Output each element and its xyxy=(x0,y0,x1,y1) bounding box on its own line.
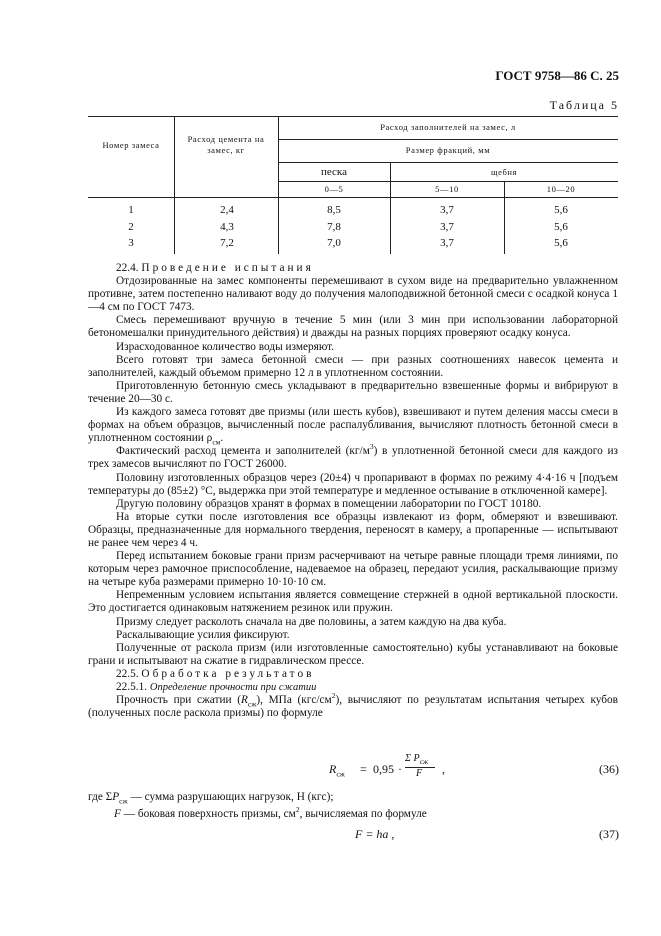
paragraph: На вторые сутки после изготовления все образцы извлекают из форм, обмеряют и взвешивают. Образцы, предназначенные для нормального твердения, переносят в камеру, а пропаренные — испытывают не ранее чем через 4 ч. xyxy=(88,510,618,549)
table-cell: 2,4 xyxy=(220,204,234,216)
body-text xyxy=(88,262,618,720)
table-cell: 7,0 xyxy=(327,237,341,249)
table-cell: 5,6 xyxy=(554,204,568,216)
running-header: ГОСТ 9758—86 С. 25 xyxy=(495,68,619,83)
paragraph: Всего готовят три замеса бетонной смеси — при разных соотношениях навесок цемента и заполнителей, каждый объемом примерно 12 л в уплотненном состоянии. xyxy=(88,353,618,379)
paragraph: Перед испытанием боковые грани призм расчерчивают на четыре равные площади тремя линиями, по которым через рамочное приспособление, надеваемое на образец, передают усилия, раскалывающие призму на четыре куба размерами примерно 10·10·10 см. xyxy=(88,550,618,589)
where-clause-2: F — боковая поверхность призмы, $см^2$, вычисляемая по формуле xyxy=(114,805,427,820)
table-caption: Таблица 5 xyxy=(549,98,619,112)
header-fraction-5-10: 5—10 xyxy=(435,184,459,194)
paragraph: Полученные от раскола призм (или изготовленные самостоятельно) кубы устанавливают на боковые грани и испытывают на сжатие в гидравлическом прессе. xyxy=(88,641,618,667)
paragraph: Отдозированные на замес компоненты перемешивают в сухом виде на предварительно увлажненном противне, затем постепенно наливают воду до получения малоподвижной бетонной смеси с осадкой конуса 1—4 см по ГОСТ 7473. xyxy=(88,275,618,314)
where-clause-1: где $\Sigma P_{сж}$ — сумма разрушающих нагрузок, Н (кгс); xyxy=(88,791,334,806)
table-cell: 3 xyxy=(128,237,134,249)
header-zames: Номер замеса xyxy=(102,140,160,150)
header-razmer-frakciy: Размер фракций, мм xyxy=(405,145,491,155)
table-cell: 1 xyxy=(128,204,134,216)
table-cell: 5,6 xyxy=(554,237,568,249)
table-cell: 7,8 xyxy=(327,221,341,233)
table-cell: 4,3 xyxy=(220,221,234,233)
paragraph: Призму следует расколоть сначала на две половины, а затем каждую на два куба. xyxy=(116,615,507,628)
paragraph: Смесь перемешивают вручную в течение 5 мин (или 3 мин при использовании лабораторной бетономешалки принудительного действия) и дважды на разных порциях проверяют осадку конуса. xyxy=(88,314,618,340)
paragraph: Непременным условием испытания является совмещение стержней в одной вертикальной плоскости. Это достигается одинаковым натяжением резинок или пружин. xyxy=(88,589,618,615)
section-title: Проведение испытания xyxy=(141,262,314,274)
section-22-5-1-heading: 22.5.1. Определение прочности при сжатии xyxy=(116,681,317,693)
table-cell: 3,7 xyxy=(440,204,454,216)
header-pesok: песка xyxy=(321,166,347,178)
section-title: Определение прочности при сжатии xyxy=(149,682,317,693)
paragraph: Израсходованное количество воды измеряют. xyxy=(116,340,335,353)
paragraph: Приготовленную бетонную смесь укладывают в предварительно взвешенные формы и вибрируют в течение 20—30 с. xyxy=(88,379,618,405)
header-fraction-0-5: 0—5 xyxy=(324,184,344,194)
table-cell: 2 xyxy=(128,221,134,233)
header-rashod-cementa: Расход цемента на замес, кг xyxy=(187,134,265,155)
table-cell: 7,2 xyxy=(220,237,234,249)
paragraph: Раскалывающие усилия фиксируют. xyxy=(116,628,290,641)
table-cell: 3,7 xyxy=(440,237,454,249)
section-22-4-heading: 22.4. Проведение испытания xyxy=(116,262,314,274)
formula-37: F = ha , xyxy=(355,827,395,841)
table-cell: 8,5 xyxy=(327,204,341,216)
paragraph: Фактический расход цемента и заполнителей $(кг/м^3)$ в уплотненной бетонной смеси для каждого из трех замесов вычисляют по ГОСТ 26000. xyxy=(88,442,618,471)
table-5 xyxy=(88,116,618,254)
header-sheben: щебня xyxy=(490,167,518,177)
paragraph: Из каждого замеса готовят две призмы (или шесть кубов), взвешивают и путем деления массы смеси в формах на объем образцов, вычисленный после распалубливания, вычисляют плотность бетонной смеси в уплотненном состоянии $\rho_{см}$. xyxy=(88,406,618,447)
paragraph: Прочность при сжатии $(R_{сж})$, МПа $(кгс/см^2)$, вычисляют по результатам испытания четырех кубов (полученных после раскола призмы) по формуле xyxy=(88,691,619,720)
equation-number-36: (36) xyxy=(599,762,619,776)
header-rashod-zapolniteley: Расход заполнителей на замес, л xyxy=(380,122,516,132)
table-cell: 5,6 xyxy=(554,221,568,233)
section-22-5-heading: 22.5. Обработка результатов xyxy=(116,667,315,680)
paragraph: Другую половину образцов хранят в формах в помещении лаборатории по ГОСТ 10180. xyxy=(116,497,542,510)
equation-number-37: (37) xyxy=(599,827,619,841)
section-title: Обработка результатов xyxy=(141,667,315,680)
header-fraction-10-20: 10—20 xyxy=(546,184,576,194)
paragraph: Половину изготовленных образцов через (20±4) ч пропаривают в формах по режиму 4·4·16 ч [подъем температуры до (85±2) °С, выдержка при этой температуре и медленное остывание в отключенной камере]. xyxy=(88,471,618,497)
table-cell: 3,7 xyxy=(440,221,454,233)
